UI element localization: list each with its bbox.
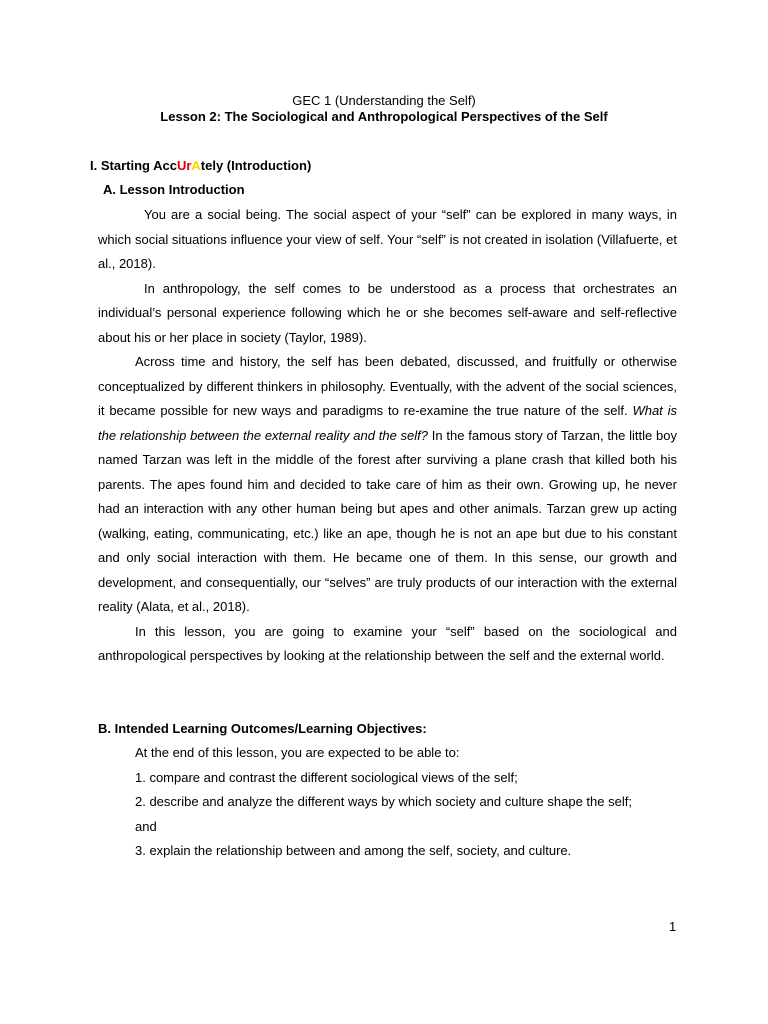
- objective-item: and: [135, 818, 157, 834]
- heading-highlight-a: A: [191, 158, 201, 173]
- heading-part-a: I. Starting Acc: [90, 158, 177, 173]
- course-title: GEC 1 (Understanding the Self): [292, 93, 476, 108]
- objectives-list: [135, 741, 695, 864]
- paragraph-3-post: In the famous story of Tarzan, the little boy named Tarzan was left in the middle of the forest after surviving a plane crash that killed both his parents. The apes found him and decided to take care of him as their own. Growing up, he never had an interaction with any other human being but apes and other animals. Tarzan grew up acting (walking, eating, communicating, etc.) like an ape, though he is not an ape but due to his constant and only social interaction with them. He became one of them. In this sense, our growth and development, and consequentially, our “selves” are truly products of our interaction with the external reality (Alata, et al., 2018).: [98, 427, 677, 614]
- paragraph-1: You are a social being. The social aspect of your “self” can be explored in many ways, in which social situations influence your view of self. Your “self” is not created in isolation (Villafuerte, et al., 2018).: [98, 207, 677, 271]
- paragraph-4: In this lesson, you are going to examine your “self” based on the sociological and anthropological perspectives by looking at the relationship between the self and the external world.: [98, 623, 677, 663]
- subsection-heading-learning-objectives: B. Intended Learning Outcomes/Learning Objectives:: [98, 721, 427, 736]
- paragraph-3: [98, 350, 677, 620]
- paragraph-2: In anthropology, the self comes to be understood as a process that orchestrates an individual’s personal experience following which he or she becomes self-aware and self-reflective about his or her place in society (Taylor, 1989).: [98, 280, 677, 345]
- objective-item: 1. compare and contrast the different sociological views of the self;: [135, 769, 518, 785]
- paragraph-3-question: What is the relationship between the external reality and the self?: [98, 403, 677, 443]
- paragraph-3-pre: Across time and history, the self has been debated, discussed, and fruitfully or otherwise conceptualized by different thinkers in philosophy. Eventually, with the advent of the social sciences, it became possible for new ways and paradigms to re-examine the true nature of the self.: [98, 354, 677, 418]
- heading-highlight-r: r: [186, 158, 192, 173]
- lesson-title: Lesson 2: The Sociological and Anthropological Perspectives of the Self: [160, 109, 608, 124]
- subsection-heading-lesson-introduction: A. Lesson Introduction: [103, 182, 245, 197]
- objective-item: 3. explain the relationship between and among the self, society, and culture.: [135, 843, 572, 858]
- page-number: 1: [669, 919, 677, 934]
- objective-item: 2. describe and analyze the different ways by which society and culture shape the self;: [135, 794, 632, 809]
- objectives-intro: At the end of this lesson, you are expected to be able to:: [135, 745, 460, 760]
- section-heading-introduction: [90, 157, 311, 175]
- introduction-body: [98, 203, 677, 669]
- heading-part-e: tely (Introduction): [200, 158, 312, 173]
- heading-highlight-u: U: [176, 158, 187, 173]
